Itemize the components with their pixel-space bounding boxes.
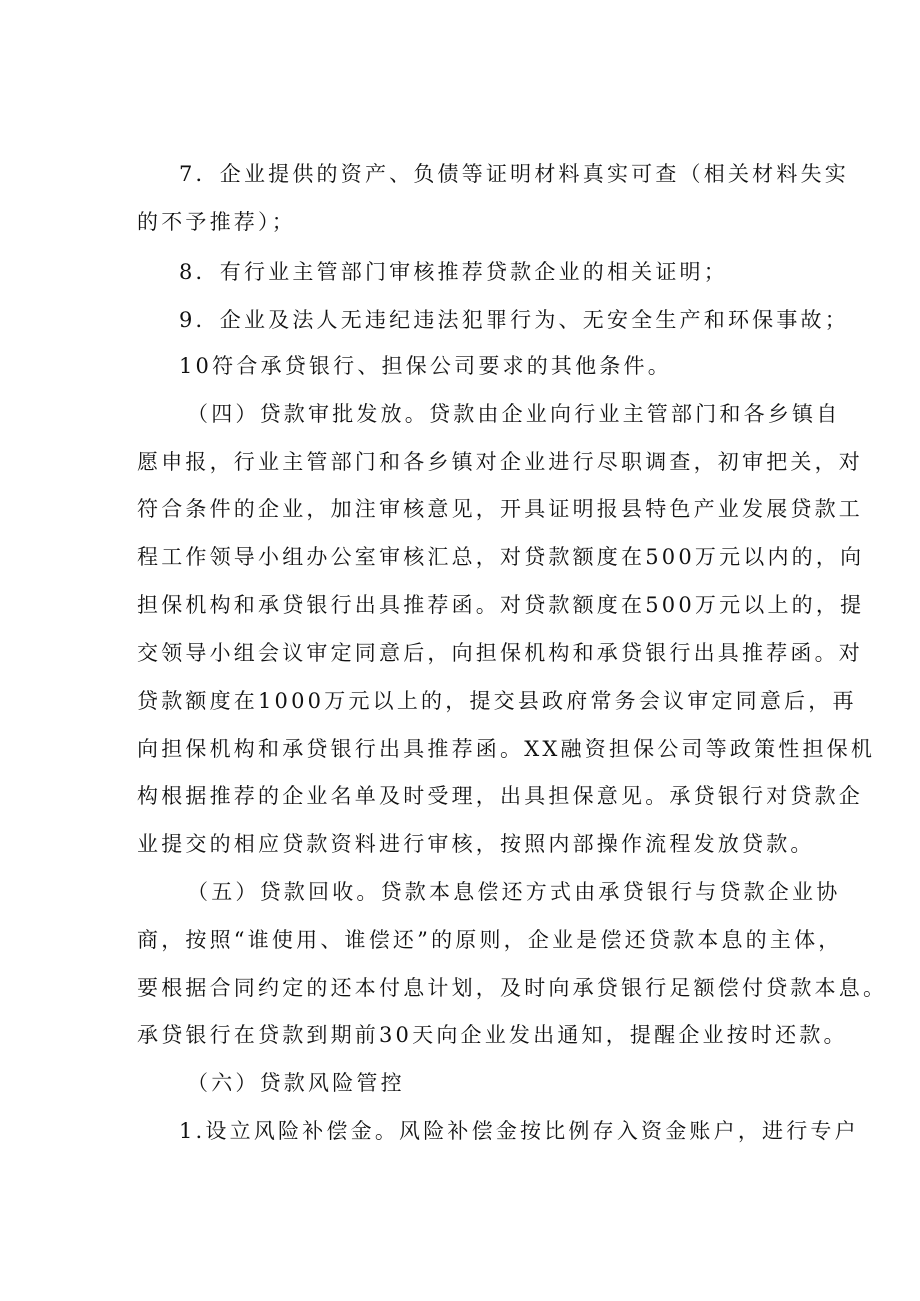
paragraph-line: 构根据推荐的企业名单及时受理，出具担保意见。承贷银行对贷款企 bbox=[137, 784, 863, 808]
paragraph-line: 商，按照“谁使用、谁偿还”的原则，企业是偿还贷款本息的主体， bbox=[137, 928, 843, 952]
paragraph-line: 要根据合同约定的还本付息计划，及时向承贷银行足额偿付贷款本息。 bbox=[137, 976, 888, 1000]
paragraph-line: 交领导小组会议审定同意后，向担保机构和承贷银行出具推荐函。对 bbox=[137, 641, 863, 665]
paragraph-line: 向担保机构和承贷银行出具推荐函。XX融资担保公司等政策性担保机 bbox=[137, 737, 876, 761]
paragraph-line: 10符合承贷银行、担保公司要求的其他条件。 bbox=[179, 354, 672, 378]
paragraph-line: 承贷银行在贷款到期前30天向企业发出通知，提醒企业按时还款。 bbox=[137, 1023, 848, 1047]
paragraph-line: 业提交的相应贷款资料进行审核，按照内部操作流程发放贷款。 bbox=[137, 832, 815, 856]
paragraph-line: 7．企业提供的资产、负债等证明材料真实可查（相关材料失实 bbox=[179, 162, 849, 186]
paragraph-line: 程工作领导小组办公室审核汇总，对贷款额度在500万元以内的，向 bbox=[137, 545, 865, 569]
paragraph-line: 愿申报，行业主管部门和各乡镇对企业进行尽职调查，初审把关，对 bbox=[137, 450, 863, 474]
paragraph-line: 的不予推荐）； bbox=[137, 210, 296, 234]
paragraph-line: （五）贷款回收。贷款本息偿还方式由承贷银行与贷款企业协 bbox=[187, 880, 841, 904]
paragraph-line: 贷款额度在1000万元以上的，提交县政府常务会议审定同意后，再 bbox=[137, 689, 857, 713]
paragraph-line: 1.设立风险补偿金。风险补偿金按比例存入资金账户，进行专户 bbox=[179, 1119, 859, 1143]
paragraph-line: （四）贷款审批发放。贷款由企业向行业主管部门和各乡镇自 bbox=[187, 402, 841, 426]
paragraph-line: 担保机构和承贷银行出具推荐函。对贷款额度在500万元以上的，提 bbox=[137, 593, 865, 617]
paragraph-line: 符合条件的企业，加注审核意见，开具证明报县特色产业发展贷款工 bbox=[137, 497, 863, 521]
section-heading: （六）贷款风险管控 bbox=[187, 1071, 405, 1095]
paragraph-line: 8．有行业主管部门审核推荐贷款企业的相关证明； bbox=[179, 260, 728, 284]
paragraph-line: 9．企业及法人无违纪违法犯罪行为、无安全生产和环保事故； bbox=[179, 308, 849, 332]
